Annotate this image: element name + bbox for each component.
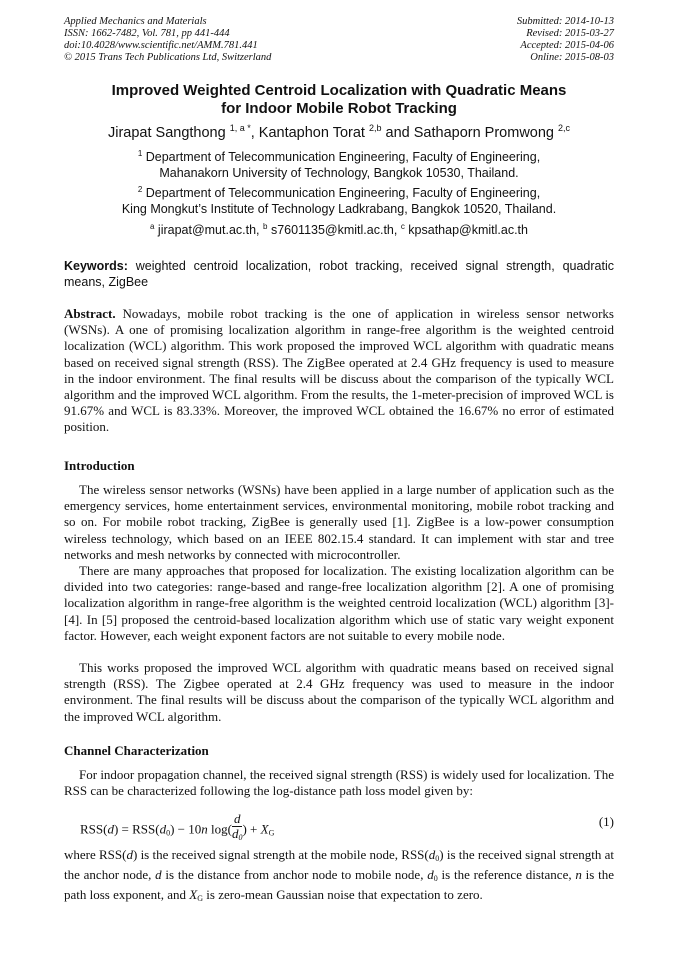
title-line-2: for Indoor Mobile Robot Tracking xyxy=(221,100,457,117)
section-heading-channel: Channel Characterization xyxy=(64,743,209,758)
subscript: 0 xyxy=(433,874,438,884)
author-1-marker: 1, a * xyxy=(229,123,251,133)
affiliation-1-line-1: Department of Telecommunication Engineering, Faculty of Engineering, xyxy=(142,150,541,164)
equation-1 xyxy=(64,801,614,845)
equation-body xyxy=(80,811,275,847)
date-revised: Revised: 2015-03-27 xyxy=(526,28,614,39)
email-a-marker: a xyxy=(149,222,155,231)
eq-sub: 0 xyxy=(238,833,243,842)
channel-paragraph-1: For indoor propagation channel, the received signal strength (RSS) is widely used for localization. The RSS can be characterized following the log-distance path loss model given by: xyxy=(64,767,614,799)
text-run: is the distance from anchor node to mobile node, xyxy=(161,867,428,883)
affiliation-1 xyxy=(64,149,614,181)
eq-frac-num: d xyxy=(233,811,241,826)
journal-doi: doi:10.4028/www.scientific.net/AMM.781.441 xyxy=(64,40,258,51)
abstract xyxy=(64,306,614,436)
subscript: G xyxy=(197,894,204,904)
email-a[interactable]: jirapat@mut.ac.th, xyxy=(154,223,264,237)
text-run: ) is the received signal strength at the mobile node, RSS( xyxy=(132,847,429,862)
eq-sub: G xyxy=(268,828,275,838)
text-run: where RSS( xyxy=(64,847,127,862)
affiliation-1-marker: 1 xyxy=(137,149,143,158)
author-2-marker: 2,b xyxy=(368,123,382,133)
var-d0: d xyxy=(427,867,434,883)
journal-copyright: © 2015 Trans Tech Publications Ltd, Switzerland xyxy=(64,52,272,63)
eq-var-n: n xyxy=(201,821,208,837)
eq-frac-den xyxy=(232,827,243,845)
text-run: is zero-mean Gaussian noise that expectation to zero. xyxy=(203,887,483,903)
affiliation-2 xyxy=(64,185,614,217)
eq-part: log( xyxy=(207,821,232,837)
author-1-name: Jirapat Sangthong xyxy=(107,125,230,141)
text-run: is the reference distance, xyxy=(437,867,576,883)
var-d: d xyxy=(155,867,162,883)
keywords-label: Keywords: xyxy=(64,259,128,273)
var-d: d xyxy=(126,847,133,862)
email-c-marker: c xyxy=(400,222,405,231)
eq-part: ) = RSS( xyxy=(113,821,160,837)
var-d0: d xyxy=(428,847,436,862)
text-run: is the path loss exponent, and xyxy=(64,867,614,903)
abstract-text: Nowadays, mobile robot tracking is the one of application in wireless sensor networks (WSNs). A one of promising localization algorithm in range-free algorithm is the weighted centroid localization (WCL) algorithm. This work proposed the improved WCL algorithm with quadratic means based on received signal strength (RSS). The ZigBee operated at 2.4 GHz frequency is used to measure in the indoor environment. The final results will be discuss about the comparison of the typically WCL algorithm and the improved WCL algorithm. From the results, the 1-meter-precision of improved WCL is 91.67% and WCL is 83.33%. Moreover, the improved WCL obtained the 16.67% no error of estimated position. xyxy=(64,306,614,435)
date-submitted: Submitted: 2014-10-13 xyxy=(516,16,614,27)
eq-fraction xyxy=(232,812,243,845)
introduction-paragraph-2: There are many approaches that proposed for localization. The existing localization algorithm can be divided into two categories: range-based and range-free localization algorithm [2]. A one of promising localization algorithm in range-free algorithm is the weighted centroid localization (WCL) algorithm [3]-[4]. In [5] proposed the centroid-based localization algorithm which use of static vary weight exponent factor. However, each weight exponent factors are not suitable to every mobile node. xyxy=(64,563,614,643)
journal-info xyxy=(64,16,271,64)
affiliation-1-line-2: Mahanakorn University of Technology, Bangkok 10530, Thailand. xyxy=(159,166,519,180)
eq-lhs: RSS( xyxy=(80,821,108,837)
author-list xyxy=(64,124,614,142)
eq-var-x: X xyxy=(260,821,269,837)
journal-name: Applied Mechanics and Materials xyxy=(64,16,207,27)
date-online: Online: 2015-08-03 xyxy=(530,52,614,63)
eq-part: ) − 10 xyxy=(170,821,202,837)
email-b[interactable]: s7601135@kmitl.ac.th, xyxy=(267,223,401,237)
author-2-name: , Kantaphon Torat xyxy=(250,125,369,141)
channel-paragraph-2 xyxy=(64,847,614,908)
affiliation-2-marker: 2 xyxy=(137,185,143,194)
affiliation-2-line-1: Department of Telecommunication Engineering, Faculty of Engineering, xyxy=(142,186,541,200)
var-x: X xyxy=(189,887,198,903)
eq-frac-den-var: d xyxy=(231,826,239,841)
title-line-1: Improved Weighted Centroid Localization with Quadratic Means xyxy=(111,82,567,99)
paper-title xyxy=(64,82,614,118)
keywords xyxy=(64,258,614,290)
date-accepted: Accepted: 2015-04-06 xyxy=(520,40,614,51)
eq-var-d0: d xyxy=(159,821,167,837)
email-c[interactable]: kpsathap@kmitl.ac.th xyxy=(404,223,528,237)
text-run: ) is the received signal strength at the anchor node, xyxy=(64,847,615,883)
section-heading-introduction: Introduction xyxy=(64,458,135,473)
author-emails xyxy=(64,222,614,238)
subscript: 0 xyxy=(435,854,440,863)
author-3-marker: 2,c xyxy=(558,123,571,133)
introduction-paragraph-1: The wireless sensor networks (WSNs) have been applied in a large number of application such as the emergency services, home entertainment services, environmental monitoring, mobile robot tracking and so on. For mobile robot tracking, ZigBee is generally used [1]. ZigBee is a low-power consumption wireless technology, which based on an IEEE 802.15.4 standard. It can implement with star and tree networks and mesh networks by connected with microcontroller. xyxy=(64,482,614,562)
author-3-name: and Sathaporn Promwong xyxy=(381,125,559,141)
var-n: n xyxy=(575,867,582,883)
eq-part: ) + xyxy=(242,821,261,837)
abstract-label: Abstract. xyxy=(64,306,116,321)
eq-var-d: d xyxy=(107,821,114,837)
affiliation-2-line-2: King Mongkut’s Institute of Technology Ladkrabang, Bangkok 10520, Thailand. xyxy=(121,202,557,216)
eq-sub: 0 xyxy=(166,828,171,838)
equation-number: (1) xyxy=(598,814,614,829)
introduction-paragraph-3: This works proposed the improved WCL algorithm with quadratic means based on received signal strength (RSS). The Zigbee operated at 2.4 GHz frequency was used to measure in the indoor environment. The final results will be discuss about the comparison of the typically WCL algorithm and the improved WCL algorithm. xyxy=(64,660,614,724)
publication-dates xyxy=(517,16,614,64)
keywords-text: weighted centroid localization, robot tracking, received signal strength, quadratic means, ZigBee xyxy=(64,259,614,289)
journal-issn: ISSN: 1662-7482, Vol. 781, pp 441-444 xyxy=(64,28,230,39)
email-b-marker: b xyxy=(263,222,268,231)
